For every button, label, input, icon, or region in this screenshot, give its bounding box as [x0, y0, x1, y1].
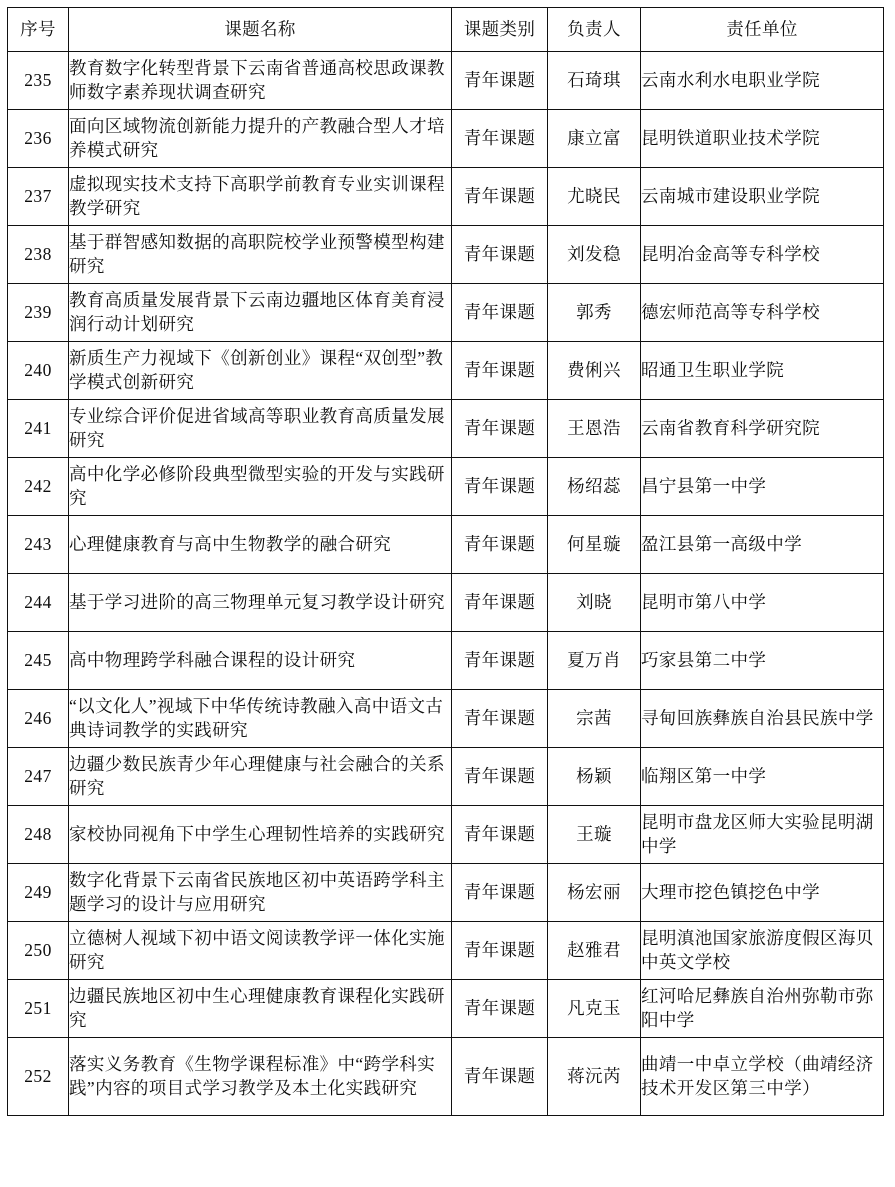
table-row	[8, 458, 884, 516]
cell-unit: 盈江县第一高级中学	[641, 516, 884, 574]
cell-type: 青年课题	[452, 110, 548, 168]
cell-seq: 237	[8, 168, 69, 226]
cell-type: 青年课题	[452, 516, 548, 574]
cell-title: 心理健康教育与高中生物教学的融合研究	[69, 516, 452, 574]
cell-head: 刘晓	[548, 574, 641, 632]
table-row	[8, 52, 884, 110]
table-row	[8, 284, 884, 342]
cell-head: 石琦琪	[548, 52, 641, 110]
cell-seq: 246	[8, 690, 69, 748]
column-header-type: 课题类别	[452, 8, 548, 52]
cell-seq: 243	[8, 516, 69, 574]
cell-unit: 昆明滇池国家旅游度假区海贝中英文学校	[641, 922, 884, 980]
cell-head: 杨颖	[548, 748, 641, 806]
cell-title: 高中物理跨学科融合课程的设计研究	[69, 632, 452, 690]
cell-title: 专业综合评价促进省域高等职业教育高质量发展研究	[69, 400, 452, 458]
cell-title: 新质生产力视域下《创新创业》课程“双创型”教学模式创新研究	[69, 342, 452, 400]
table-row	[8, 226, 884, 284]
table-row	[8, 980, 884, 1038]
cell-type: 青年课题	[452, 864, 548, 922]
column-header-title: 课题名称	[69, 8, 452, 52]
cell-type: 青年课题	[452, 458, 548, 516]
cell-unit: 红河哈尼彝族自治州弥勒市弥阳中学	[641, 980, 884, 1038]
cell-title: 基于学习进阶的高三物理单元复习教学设计研究	[69, 574, 452, 632]
cell-title: 家校协同视角下中学生心理韧性培养的实践研究	[69, 806, 452, 864]
cell-title: 高中化学必修阶段典型微型实验的开发与实践研究	[69, 458, 452, 516]
table-header-row	[8, 8, 884, 52]
cell-head: 夏万肖	[548, 632, 641, 690]
cell-seq: 244	[8, 574, 69, 632]
cell-head: 何星璇	[548, 516, 641, 574]
table-row	[8, 400, 884, 458]
cell-unit: 大理市挖色镇挖色中学	[641, 864, 884, 922]
table-row	[8, 1038, 884, 1116]
cell-head: 刘发稳	[548, 226, 641, 284]
cell-head: 杨绍蕊	[548, 458, 641, 516]
cell-head: 蒋沅芮	[548, 1038, 641, 1116]
cell-seq: 251	[8, 980, 69, 1038]
cell-title: 数字化背景下云南省民族地区初中英语跨学科主题学习的设计与应用研究	[69, 864, 452, 922]
cell-head: 宗茜	[548, 690, 641, 748]
table-row	[8, 690, 884, 748]
cell-type: 青年课题	[452, 806, 548, 864]
table-row	[8, 922, 884, 980]
cell-seq: 249	[8, 864, 69, 922]
cell-seq: 245	[8, 632, 69, 690]
cell-seq: 252	[8, 1038, 69, 1116]
cell-seq: 242	[8, 458, 69, 516]
cell-unit: 德宏师范高等专科学校	[641, 284, 884, 342]
cell-type: 青年课题	[452, 342, 548, 400]
table-row	[8, 342, 884, 400]
cell-type: 青年课题	[452, 922, 548, 980]
cell-type: 青年课题	[452, 284, 548, 342]
cell-unit: 曲靖一中卓立学校（曲靖经济技术开发区第三中学）	[641, 1038, 884, 1116]
cell-type: 青年课题	[452, 574, 548, 632]
cell-head: 郭秀	[548, 284, 641, 342]
cell-title: 基于群智感知数据的高职院校学业预警模型构建研究	[69, 226, 452, 284]
table-row	[8, 168, 884, 226]
cell-type: 青年课题	[452, 748, 548, 806]
table-row	[8, 864, 884, 922]
cell-unit: 云南城市建设职业学院	[641, 168, 884, 226]
cell-type: 青年课题	[452, 400, 548, 458]
cell-type: 青年课题	[452, 1038, 548, 1116]
cell-title: 落实义务教育《生物学课程标准》中“跨学科实践”内容的项目式学习教学及本土化实践研究	[69, 1038, 452, 1116]
cell-type: 青年课题	[452, 690, 548, 748]
cell-unit: 寻甸回族彝族自治县民族中学	[641, 690, 884, 748]
cell-seq: 239	[8, 284, 69, 342]
table-header	[8, 8, 884, 52]
cell-unit: 昌宁县第一中学	[641, 458, 884, 516]
cell-unit: 云南省教育科学研究院	[641, 400, 884, 458]
cell-unit: 云南水利水电职业学院	[641, 52, 884, 110]
cell-type: 青年课题	[452, 168, 548, 226]
cell-seq: 248	[8, 806, 69, 864]
cell-seq: 241	[8, 400, 69, 458]
cell-title: 立德树人视域下初中语文阅读教学评一体化实施研究	[69, 922, 452, 980]
cell-unit: 昆明市第八中学	[641, 574, 884, 632]
column-header-seq: 序号	[8, 8, 69, 52]
cell-head: 杨宏丽	[548, 864, 641, 922]
cell-title: 边疆民族地区初中生心理健康教育课程化实践研究	[69, 980, 452, 1038]
cell-unit: 巧家县第二中学	[641, 632, 884, 690]
cell-head: 费俐兴	[548, 342, 641, 400]
cell-type: 青年课题	[452, 226, 548, 284]
cell-title: 教育数字化转型背景下云南省普通高校思政课教师数字素养现状调查研究	[69, 52, 452, 110]
cell-unit: 昆明市盘龙区师大实验昆明湖中学	[641, 806, 884, 864]
cell-title: “以文化人”视域下中华传统诗教融入高中语文古典诗词教学的实践研究	[69, 690, 452, 748]
cell-seq: 235	[8, 52, 69, 110]
cell-title: 面向区域物流创新能力提升的产教融合型人才培养模式研究	[69, 110, 452, 168]
cell-seq: 247	[8, 748, 69, 806]
cell-head: 赵雅君	[548, 922, 641, 980]
table-row	[8, 748, 884, 806]
cell-title: 边疆少数民族青少年心理健康与社会融合的关系研究	[69, 748, 452, 806]
column-header-unit: 责任单位	[641, 8, 884, 52]
cell-title: 虚拟现实技术支持下高职学前教育专业实训课程教学研究	[69, 168, 452, 226]
cell-head: 王璇	[548, 806, 641, 864]
cell-unit: 昭通卫生职业学院	[641, 342, 884, 400]
cell-seq: 238	[8, 226, 69, 284]
cell-title: 教育高质量发展背景下云南边疆地区体育美育浸润行动计划研究	[69, 284, 452, 342]
cell-unit: 昆明冶金高等专科学校	[641, 226, 884, 284]
cell-seq: 236	[8, 110, 69, 168]
cell-unit: 昆明铁道职业技术学院	[641, 110, 884, 168]
cell-type: 青年课题	[452, 632, 548, 690]
cell-seq: 240	[8, 342, 69, 400]
table-row	[8, 806, 884, 864]
table-row	[8, 574, 884, 632]
cell-head: 尤晓民	[548, 168, 641, 226]
table-row	[8, 632, 884, 690]
table-row	[8, 516, 884, 574]
cell-head: 康立富	[548, 110, 641, 168]
cell-head: 王恩浩	[548, 400, 641, 458]
cell-seq: 250	[8, 922, 69, 980]
table-body	[8, 52, 884, 1116]
cell-type: 青年课题	[452, 980, 548, 1038]
cell-unit: 临翔区第一中学	[641, 748, 884, 806]
cell-head: 凡克玉	[548, 980, 641, 1038]
table-row	[8, 110, 884, 168]
project-approval-table	[7, 7, 884, 1116]
cell-type: 青年课题	[452, 52, 548, 110]
column-header-head: 负责人	[548, 8, 641, 52]
